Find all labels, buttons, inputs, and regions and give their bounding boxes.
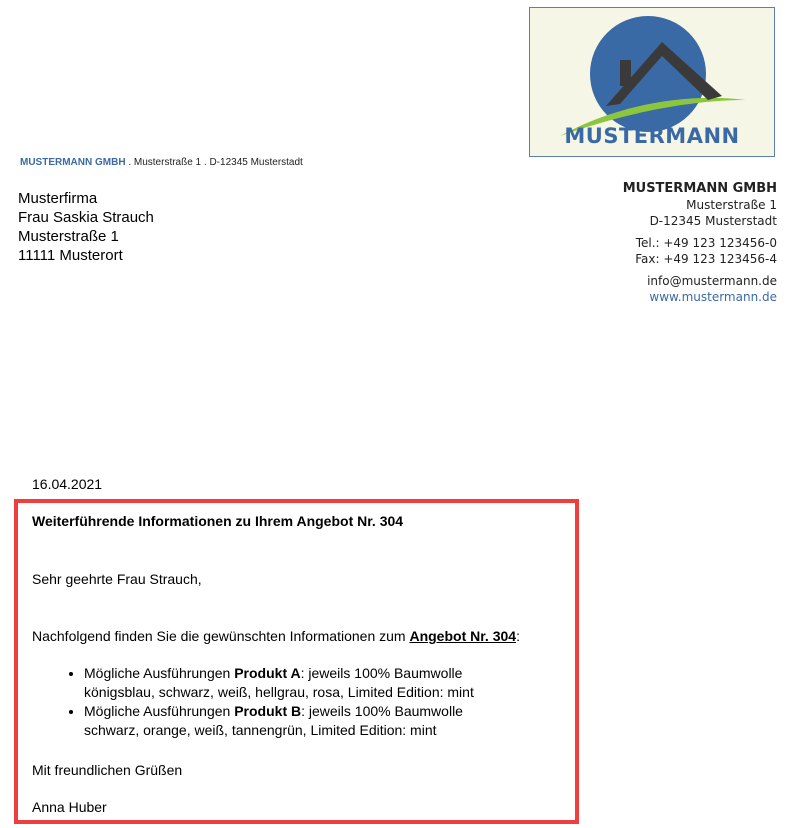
recipient-name: Frau Saskia Strauch (18, 209, 154, 226)
item-prefix: Mögliche Ausführungen (84, 703, 235, 719)
recipient-city: 11111 Musterort (18, 247, 123, 264)
contact-company: MUSTERMANN GMBH (622, 181, 777, 196)
contact-city: D-12345 Musterstadt (649, 214, 777, 228)
company-logo (529, 7, 775, 157)
item-prefix: Mögliche Ausführungen (84, 665, 235, 681)
product-name: Produkt B (234, 703, 302, 719)
recipient-company: Musterfirma (18, 190, 98, 207)
recipient-address (18, 189, 154, 265)
product-list (68, 664, 474, 740)
item-suffix: : jeweils 100% Baumwolle (301, 703, 463, 719)
offer-reference-link[interactable]: Angebot Nr. 304 (409, 628, 517, 644)
contact-tel: Tel.: +49 123 123456-0 (635, 236, 777, 250)
letter-closing: Mit freundlichen Grüßen (32, 762, 183, 778)
list-item (84, 702, 474, 740)
contact-website-link[interactable]: www.mustermann.de (649, 290, 777, 304)
contact-email[interactable]: info@mustermann.de (647, 274, 777, 288)
item-colors: schwarz, orange, weiß, tannengrün, Limited Edition: mint (84, 722, 437, 738)
sender-company: MUSTERMANN GMBH (20, 157, 126, 168)
contact-street: Musterstraße 1 (686, 198, 777, 212)
letter-salutation: Sehr geehrte Frau Strauch, (32, 571, 202, 587)
logo-wordmark: MUSTERMANN (564, 124, 740, 148)
list-item (84, 664, 474, 702)
sender-contact-block (623, 180, 777, 305)
sender-return-line (20, 157, 303, 168)
contact-fax: Fax: +49 123 123456-4 (635, 252, 777, 266)
product-name: Produkt A (234, 665, 301, 681)
recipient-street: Musterstraße 1 (18, 228, 119, 245)
letter-date: 16.04.2021 (32, 476, 103, 492)
intro-text: Nachfolgend finden Sie die gewünschten Informationen zum (32, 628, 410, 644)
letter-signer: Anna Huber (32, 799, 107, 815)
item-colors: königsblau, schwarz, weiß, hellgrau, rosa, Limited Edition: mint (84, 684, 474, 700)
intro-colon: : (516, 628, 520, 644)
letter-body-highlight (14, 499, 579, 824)
sender-address: . Musterstraße 1 . D-12345 Musterstadt (125, 157, 303, 168)
item-suffix: : jeweils 100% Baumwolle (300, 665, 463, 681)
letter-subject: Weiterführende Informationen zu Ihrem Angebot Nr. 304 (32, 513, 404, 529)
letter-intro (32, 627, 520, 646)
